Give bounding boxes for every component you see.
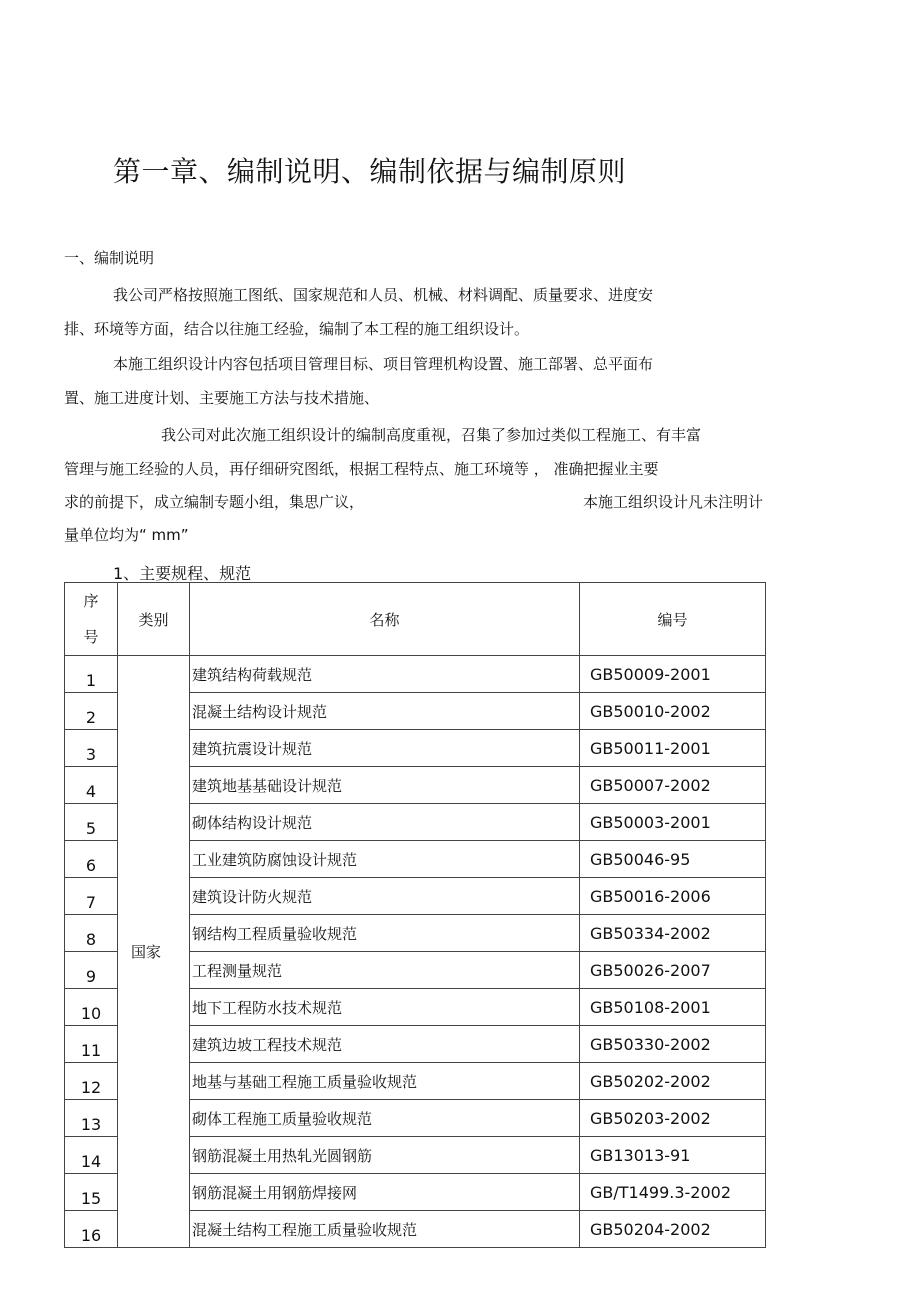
row-number: 9 xyxy=(65,952,118,989)
standard-code: GB50330-2002 xyxy=(580,1026,766,1063)
header-seq-top: 序 xyxy=(83,592,99,610)
standard-code: GB50108-2001 xyxy=(580,989,766,1026)
row-number: 4 xyxy=(65,767,118,804)
header-seq-bottom: 号 xyxy=(83,628,99,646)
standard-code: GB50003-2001 xyxy=(580,804,766,841)
standard-name: 砌体结构设计规范 xyxy=(190,804,580,841)
paragraph-line: 排、环境等方面，结合以往施工经验，编制了本工程的施工组织设计。 xyxy=(64,320,530,338)
standard-code: GB50026-2007 xyxy=(580,952,766,989)
table-header-row xyxy=(65,583,766,656)
standard-code: GB50203-2002 xyxy=(580,1100,766,1137)
standard-code: GB50009-2001 xyxy=(580,656,766,693)
header-code: 编号 xyxy=(580,583,766,656)
standard-name: 建筑地基基础设计规范 xyxy=(190,767,580,804)
standard-code: GB/T1499.3-2002 xyxy=(580,1174,766,1211)
standard-code: GB50010-2002 xyxy=(580,693,766,730)
paragraph-line: 我公司严格按照施工图纸、国家规范和人员、机械、材料调配、质量要求、进度安 xyxy=(113,286,654,304)
paragraph-line: 本施工组织设计内容包括项目管理目标、项目管理机构设置、施工部署、总平面布 xyxy=(113,355,654,373)
standard-code: GB50334-2002 xyxy=(580,915,766,952)
standard-name: 钢结构工程质量验收规范 xyxy=(190,915,580,952)
subsection-heading: 1、主要规程、规范 xyxy=(113,564,252,583)
row-number: 14 xyxy=(65,1137,118,1174)
standard-name: 工程测量规范 xyxy=(190,952,580,989)
paragraph-line: 求的前提下，成立编制专题小组，集思广议， xyxy=(64,493,365,511)
header-seq xyxy=(65,583,118,656)
standard-code: GB50202-2002 xyxy=(580,1063,766,1100)
standard-code: GB13013-91 xyxy=(580,1137,766,1174)
row-number: 3 xyxy=(65,730,118,767)
standard-code: GB50204-2002 xyxy=(580,1211,766,1248)
standard-name: 建筑抗震设计规范 xyxy=(190,730,580,767)
paragraph-line: 我公司对此次施工组织设计的编制高度重视，召集了参加过类似工程施工、有丰富 xyxy=(161,426,702,444)
row-number: 1 xyxy=(65,656,118,693)
standards-table xyxy=(64,582,766,1248)
section-heading: 一、编制说明 xyxy=(64,249,155,267)
standard-name: 砌体工程施工质量验收规范 xyxy=(190,1100,580,1137)
standard-name: 建筑结构荷载规范 xyxy=(190,656,580,693)
row-number: 16 xyxy=(65,1211,118,1248)
row-number: 2 xyxy=(65,693,118,730)
standard-name: 建筑边坡工程技术规范 xyxy=(190,1026,580,1063)
standard-name: 地下工程防水技术规范 xyxy=(190,989,580,1026)
category-cell: 国家 xyxy=(118,656,190,1248)
paragraph-line: 本施工组织设计凡未注明计 xyxy=(583,493,764,511)
standard-code: GB50016-2006 xyxy=(580,878,766,915)
row-number: 7 xyxy=(65,878,118,915)
row-number: 13 xyxy=(65,1100,118,1137)
paragraph-line: 量单位均为“ mm” xyxy=(64,526,189,544)
standard-name: 钢筋混凝土用热轧光圆钢筋 xyxy=(190,1137,580,1174)
row-number: 6 xyxy=(65,841,118,878)
standard-code: GB50046-95 xyxy=(580,841,766,878)
standard-code: GB50011-2001 xyxy=(580,730,766,767)
paragraph-line: 管理与施工经验的人员，再仔细研究图纸，根据工程特点、施工环境等 ， 准确把握业主要 xyxy=(64,460,659,478)
standard-name: 钢筋混凝土用钢筋焊接网 xyxy=(190,1174,580,1211)
standard-name: 建筑设计防火规范 xyxy=(190,878,580,915)
header-category: 类别 xyxy=(118,583,190,656)
row-number: 12 xyxy=(65,1063,118,1100)
paragraph-line: 置、施工进度计划、主要施工方法与技术措施、 xyxy=(64,389,380,407)
standard-name: 工业建筑防腐蚀设计规范 xyxy=(190,841,580,878)
row-number: 15 xyxy=(65,1174,118,1211)
standard-name: 混凝土结构工程施工质量验收规范 xyxy=(190,1211,580,1248)
page-title: 第一章、编制说明、编制依据与编制原则 xyxy=(113,155,627,188)
standard-code: GB50007-2002 xyxy=(580,767,766,804)
row-number: 8 xyxy=(65,915,118,952)
row-number: 11 xyxy=(65,1026,118,1063)
header-name: 名称 xyxy=(190,583,580,656)
row-number: 10 xyxy=(65,989,118,1026)
row-number: 5 xyxy=(65,804,118,841)
table-row xyxy=(65,656,766,693)
standard-name: 地基与基础工程施工质量验收规范 xyxy=(190,1063,580,1100)
standard-name: 混凝土结构设计规范 xyxy=(190,693,580,730)
